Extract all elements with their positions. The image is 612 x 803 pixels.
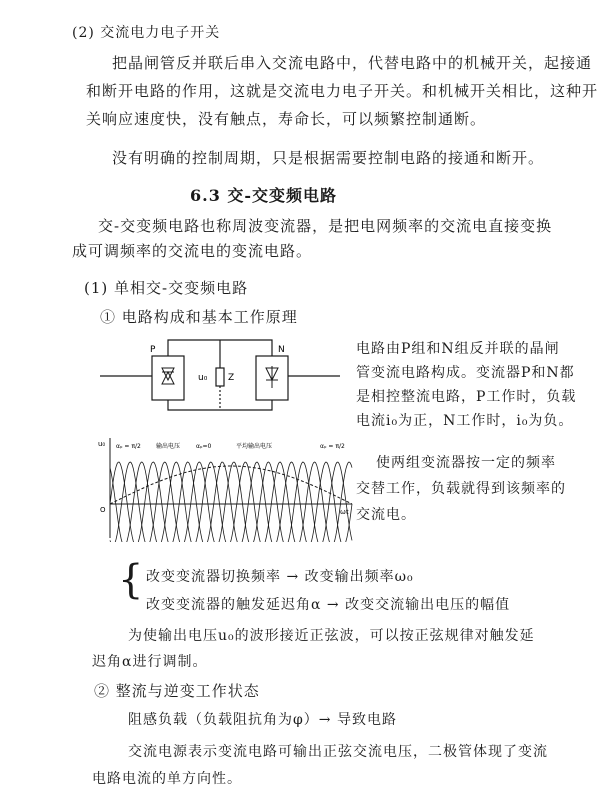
- side-line-1: 电路由P组和N组反并联的晶闸: [356, 341, 560, 357]
- alpha-left-label: αₚ = π/2: [116, 443, 141, 450]
- paragraph-2: 没有明确的控制周期，只是根据需要控制电路的接通和断开。: [112, 149, 545, 167]
- paragraph-1-line-3: 关响应速度快，没有触点，寿命长，可以频繁控制通断。: [86, 110, 487, 128]
- paragraph-3-line-1: 交-交变频电路也称周波变流器，是把电网频率的交流电直接变换: [98, 217, 553, 235]
- label-u0: u₀: [198, 373, 208, 383]
- avg-output-voltage-label: 平均输出电压: [236, 443, 273, 450]
- circuit-diagram: [100, 332, 340, 412]
- alpha-zero-label: αₚ=0: [196, 443, 212, 450]
- label-n: N: [278, 345, 285, 355]
- output-voltage-label: 输出电压: [156, 443, 181, 450]
- brace-line-2: 改变变流器的触发延迟角α → 改变交流输出电压的幅值: [146, 597, 511, 613]
- subsection-1-title: (1) 单相交-交变频电路: [84, 279, 249, 297]
- load-z-resistor: [216, 368, 224, 386]
- paragraph-6-line-2: 电路电流的单方向性。: [92, 771, 242, 787]
- side-line-7: 交流电。: [356, 507, 416, 523]
- bottom-bus-line: [168, 400, 272, 410]
- p-group-box: [152, 356, 184, 400]
- paragraph-5: 阻感负载（负载阻抗角为φ）→ 导致电路: [128, 712, 397, 728]
- subsection-2-title: ② 整流与逆变工作状态: [94, 682, 260, 700]
- n-thyristor-symbol: [266, 366, 278, 388]
- waveform-curves: [110, 462, 352, 542]
- subsection-1a-title: ① 电路构成和基本工作原理: [100, 308, 298, 326]
- label-z: Z: [228, 373, 235, 383]
- paragraph-6-line-1: 交流电源表示变流电路可输出正弦交流电压，二极管体现了变流: [128, 744, 548, 760]
- left-brace: {: [118, 557, 144, 603]
- alpha-right-label: αₚ = π/2: [320, 443, 345, 450]
- side-line-3: 是相控整流电路，P工作时，负载: [356, 389, 577, 405]
- waveform-figure: [96, 434, 358, 542]
- side-line-2: 管变流电路构成。变流器P和N都: [356, 365, 575, 381]
- paragraph-1-line-2: 和断开电路的作用，这就是交流电力电子开关。和机械开关相比，这种开: [86, 82, 599, 100]
- origin-label: O: [100, 506, 106, 514]
- paragraph-1-line-1: 把晶闸管反并联后串入交流电路中，代替电路中的机械开关，起接通: [112, 54, 593, 72]
- side-line-5: 使两组变流器按一定的频率: [376, 455, 556, 471]
- brace-line-1: 改变变流器切换频率 → 改变输出频率ω₀: [146, 569, 414, 585]
- paragraph-4-line-1: 为使输出电压u₀的波形接近正弦波，可以按正弦规律对触发延: [128, 628, 535, 644]
- label-p: P: [150, 345, 156, 355]
- axis-u0-label: u₀: [98, 440, 106, 448]
- paragraph-3-line-2: 成可调频率的交流电的变流电路。: [72, 242, 313, 260]
- p-thyristor-symbol: [162, 368, 174, 384]
- paragraph-4-line-2: 迟角α进行调制。: [92, 654, 208, 670]
- side-line-6: 交替工作，负载就得到该频率的: [356, 481, 566, 497]
- section-title: 6.3 交-交变频电路: [190, 186, 338, 205]
- side-line-4: 电流i₀为正，N工作时，i₀为负。: [356, 413, 574, 429]
- item2-title: (2) 交流电力电子开关: [72, 25, 221, 41]
- axis-omega-t-label: ωt: [340, 508, 349, 516]
- average-output-voltage-curve: [110, 466, 352, 504]
